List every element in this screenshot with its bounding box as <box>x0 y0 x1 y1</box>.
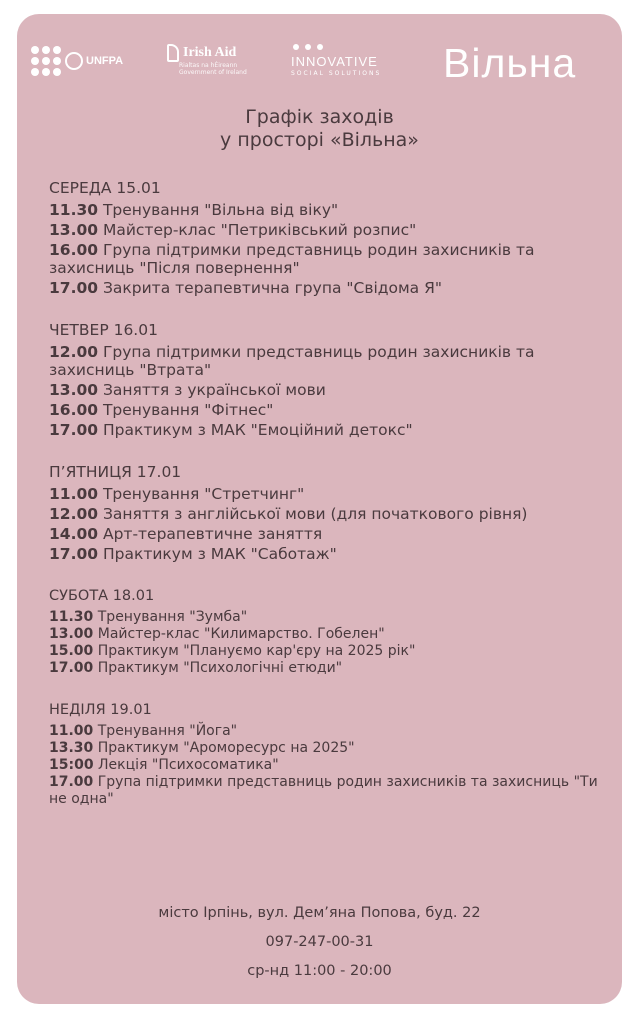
event-time: 17.00 <box>49 660 94 676</box>
event-title: Тренування "Фітнес" <box>102 401 274 419</box>
day-header: НЕДІЛЯ 19.01 <box>49 702 152 718</box>
event-item <box>49 401 614 419</box>
day-section <box>49 319 614 439</box>
irish-aid-wordmark: Irish Aid <box>183 45 237 60</box>
page-title <box>17 106 622 152</box>
event-item <box>49 241 614 277</box>
event-title: Майстер-клас "Петриківський розпис" <box>102 221 417 239</box>
event-title: Заняття з англійської мови (для початкового рівня) <box>102 505 528 523</box>
event-time: 11.00 <box>49 723 94 739</box>
event-time: 12.00 <box>49 343 99 361</box>
event-title: Заняття з української мови <box>102 381 326 399</box>
event-item <box>49 343 614 379</box>
event-title: Майстер-клас "Килимарство. Гобелен" <box>97 626 385 642</box>
day-header: П’ЯТНИЦЯ 17.01 <box>49 463 182 481</box>
footer <box>17 904 622 991</box>
event-title: Група підтримки представниць родин захисників та захисниць "Втрата" <box>49 343 535 379</box>
event-item <box>49 774 614 808</box>
event-item <box>49 221 614 239</box>
vilna-logo: Вільна <box>443 40 577 86</box>
irish-aid-logo <box>167 44 247 76</box>
event-item <box>49 201 614 219</box>
event-time: 11.00 <box>49 485 99 503</box>
opening-hours: ср-нд 11:00 - 20:00 <box>247 963 392 979</box>
event-time: 13.00 <box>49 221 99 239</box>
event-item <box>49 279 614 297</box>
unfpa-logo <box>31 46 123 76</box>
event-time: 16.00 <box>49 241 99 259</box>
day-section <box>49 461 614 563</box>
event-item <box>49 485 614 503</box>
event-title: Лекція "Психосоматика" <box>98 757 279 773</box>
event-title: Практикум "Плануємо кар'єру на 2025 рік" <box>97 643 416 659</box>
event-time: 14.00 <box>49 525 99 543</box>
event-time: 17.00 <box>49 279 99 297</box>
event-title: Тренування "Вільна від віку" <box>102 201 339 219</box>
day-section <box>49 585 614 677</box>
event-item <box>49 723 614 740</box>
event-title: Тренування "Зумба" <box>97 609 248 625</box>
innovative-wordmark: INNOVATIVE <box>291 54 378 69</box>
event-title: Практикум з МАК "Саботаж" <box>102 545 337 563</box>
event-title: Тренування "Йога" <box>97 723 238 739</box>
event-time: 17.00 <box>49 545 99 563</box>
irish-aid-sub1: Rialtas na hÉireann <box>179 62 238 69</box>
innovative-dots-icon <box>293 44 381 50</box>
event-time: 15.00 <box>49 643 94 659</box>
event-item <box>49 643 614 660</box>
un-emblem-icon <box>65 52 83 70</box>
event-time: 11.30 <box>49 609 94 625</box>
day-header: СУБОТА 18.01 <box>49 588 155 604</box>
event-item <box>49 525 614 543</box>
event-title: Закрита терапевтична група "Свідома Я" <box>102 279 442 297</box>
event-item <box>49 505 614 523</box>
event-item <box>49 381 614 399</box>
event-time: 13.00 <box>49 381 99 399</box>
address: місто Ірпінь, вул. Дем’яна Попова, буд. 22 <box>158 905 481 921</box>
event-time: 17.00 <box>49 774 94 790</box>
day-header: СЕРЕДА 15.01 <box>49 179 161 197</box>
event-title: Арт-терапевтичне заняття <box>102 525 323 543</box>
poster-card <box>17 14 622 1004</box>
event-time: 16.00 <box>49 401 99 419</box>
event-item <box>49 626 614 643</box>
event-title: Практикум "Психологічні етюди" <box>97 660 343 676</box>
event-item <box>49 757 614 774</box>
event-title: Практикум "Ароморесурс на 2025" <box>97 740 355 756</box>
event-title: Група підтримки представниць родин захисників та захисниць "Після повернення" <box>49 241 535 277</box>
event-item <box>49 660 614 677</box>
event-item <box>49 545 614 563</box>
unfpa-wordmark: UNFPA <box>86 55 124 67</box>
event-title: Практикум з МАК "Емоційний детокс" <box>102 421 413 439</box>
event-time: 17.00 <box>49 421 99 439</box>
event-item <box>49 421 614 439</box>
unfpa-dots-icon <box>31 46 61 76</box>
phone: 097-247-00-31 <box>265 934 374 950</box>
event-item <box>49 740 614 757</box>
event-time: 12.00 <box>49 505 99 523</box>
irish-aid-sub2: Government of Ireland <box>179 69 247 76</box>
event-time: 11.30 <box>49 201 99 219</box>
schedule <box>49 177 614 830</box>
event-item <box>49 609 614 626</box>
innovative-logo <box>291 44 381 77</box>
event-time: 15:00 <box>49 757 94 773</box>
event-time: 13.30 <box>49 740 94 756</box>
day-section <box>49 177 614 297</box>
event-title: Тренування "Стретчинг" <box>102 485 305 503</box>
harp-icon <box>167 44 179 62</box>
event-title: Група підтримки представниць родин захисників та захисниць "Ти не одна" <box>49 774 598 807</box>
title-line-1: Графік заходів <box>245 106 394 128</box>
day-section <box>49 699 614 808</box>
innovative-subtitle: SOCIAL SOLUTIONS <box>291 70 382 77</box>
day-header: ЧЕТВЕР 16.01 <box>49 321 158 339</box>
title-line-2: у просторі «Вільна» <box>220 129 419 151</box>
event-time: 13.00 <box>49 626 94 642</box>
